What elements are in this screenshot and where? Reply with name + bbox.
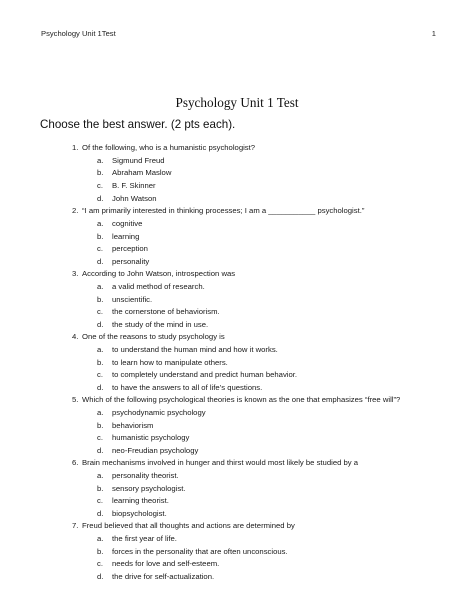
option-letter: d.: [97, 319, 104, 329]
option-text: behaviorism: [112, 420, 154, 430]
question-number: 1.: [72, 143, 79, 152]
option-letter: d.: [97, 508, 104, 518]
answer-option: [0, 495, 474, 508]
option-letter: b.: [97, 420, 104, 430]
question-line: [0, 394, 474, 407]
page-number: 1: [431, 29, 436, 38]
option-letter: a.: [97, 345, 104, 355]
question-item: [0, 331, 474, 394]
option-text: Sigmund Freud: [112, 155, 165, 165]
question-text: According to John Watson, introspection was: [82, 269, 236, 279]
option-text: the cornerstone of behaviorism.: [112, 307, 220, 317]
option-letter: c.: [97, 559, 103, 569]
option-text: the first year of life.: [112, 534, 177, 544]
running-header: [41, 29, 436, 38]
option-text: the drive for self-actualization.: [112, 572, 215, 581]
option-text: humanistic psychology: [112, 433, 190, 443]
question-item: [0, 205, 474, 268]
question-item: [0, 394, 474, 457]
instructions: Choose the best answer. (2 pts each).: [40, 118, 236, 131]
answer-option: [0, 344, 474, 357]
question-text: One of the reasons to study psychology is: [82, 332, 225, 342]
answer-option: [0, 470, 474, 483]
option-letter: c.: [97, 307, 103, 317]
question-line: [0, 520, 474, 533]
option-text: Abraham Maslow: [112, 168, 172, 178]
option-letter: c.: [97, 244, 103, 254]
option-letter: d.: [97, 256, 104, 266]
option-letter: d.: [97, 445, 104, 455]
answer-option: [0, 533, 474, 546]
answer-option: [0, 483, 474, 496]
question-item: [0, 142, 474, 205]
question-number: 3.: [72, 269, 79, 279]
question-number: 6.: [72, 458, 79, 468]
option-text: a valid method of research.: [112, 282, 205, 292]
option-letter: b.: [97, 168, 104, 178]
answer-option: [0, 167, 474, 180]
question-line: [0, 142, 474, 155]
answer-option: [0, 445, 474, 458]
option-letter: c.: [97, 496, 103, 506]
option-text: John Watson: [112, 193, 157, 203]
answer-option: [0, 357, 474, 370]
option-letter: c.: [97, 180, 103, 190]
answer-option: [0, 306, 474, 319]
option-text: psychodynamic psychology: [112, 408, 206, 418]
option-letter: a.: [97, 155, 104, 165]
answer-option: [0, 281, 474, 294]
question-item: [0, 457, 474, 520]
option-letter: b.: [97, 357, 104, 367]
question-item: [0, 268, 474, 331]
option-text: cognitive: [112, 218, 143, 228]
option-text: biopsychologist.: [112, 508, 167, 518]
question-line: [0, 205, 474, 218]
option-text: neo-Freudian psychology: [112, 445, 199, 455]
document-title: Psychology Unit 1 Test: [175, 95, 299, 110]
question-line: [0, 268, 474, 281]
option-text: needs for love and self-esteem.: [112, 559, 220, 569]
option-text: to completely understand and predict human behavior.: [112, 370, 298, 380]
answer-option: [0, 193, 474, 206]
question-number: 7.: [72, 521, 79, 531]
option-letter: b.: [97, 483, 104, 493]
option-text: to learn how to manipulate others.: [112, 357, 228, 367]
answer-option: [0, 218, 474, 231]
option-text: to have the answers to all of life’s questions.: [112, 382, 263, 392]
question-text: Freud believed that all thoughts and actions are determined by: [82, 521, 295, 531]
option-letter: b.: [97, 294, 104, 304]
option-letter: a.: [97, 471, 104, 481]
answer-option: [0, 546, 474, 559]
option-text: learning theorist.: [112, 496, 169, 506]
question-item: [0, 520, 474, 583]
answer-option: [0, 508, 474, 521]
option-text: unscientific.: [112, 294, 153, 304]
option-letter: a.: [97, 282, 104, 292]
option-letter: d.: [97, 572, 104, 581]
answer-option: [0, 180, 474, 193]
answer-option: [0, 231, 474, 244]
question-line: [0, 457, 474, 470]
answer-option: [0, 155, 474, 168]
option-letter: c.: [97, 433, 103, 443]
question-text: Brain mechanisms involved in hunger and thirst would most likely be studied by a: [82, 458, 359, 468]
option-letter: a.: [97, 408, 104, 418]
option-text: to understand the human mind and how it works.: [112, 345, 278, 355]
option-letter: b.: [97, 546, 104, 556]
option-text: the study of the mind in use.: [112, 319, 209, 329]
option-letter: a.: [97, 218, 104, 228]
question-line: [0, 331, 474, 344]
answer-option: [0, 243, 474, 256]
question-text: Of the following, who is a humanistic psychologist?: [82, 143, 256, 152]
answer-option: [0, 294, 474, 307]
question-list: [0, 142, 474, 584]
question-number: 5.: [72, 395, 79, 405]
answer-option: [0, 432, 474, 445]
option-text: perception: [112, 244, 148, 254]
question-number: 4.: [72, 332, 79, 342]
option-letter: b.: [97, 231, 104, 241]
option-text: forces in the personality that are often unconscious.: [112, 546, 288, 556]
answer-option: [0, 558, 474, 571]
question-text: Which of the following psychological theories is known as the one that emphasizes “free will”?: [82, 395, 401, 405]
option-letter: d.: [97, 193, 104, 203]
option-letter: c.: [97, 370, 103, 380]
option-text: B. F. Skinner: [112, 180, 156, 190]
answer-option: [0, 256, 474, 269]
option-text: personality theorist.: [112, 471, 179, 481]
header-title: Psychology Unit 1Test: [41, 29, 116, 38]
option-letter: d.: [97, 382, 104, 392]
answer-option: [0, 369, 474, 382]
answer-option: [0, 382, 474, 395]
option-text: sensory psychologist.: [112, 483, 186, 493]
question-text: “I am primarily interested in thinking processes; I am a ___________ psychologist.”: [82, 206, 365, 216]
answer-option: [0, 571, 474, 584]
answer-option: [0, 407, 474, 420]
option-text: personality: [112, 256, 150, 266]
answer-option: [0, 420, 474, 433]
option-letter: a.: [97, 534, 104, 544]
option-text: learning: [112, 231, 140, 241]
answer-option: [0, 319, 474, 332]
question-number: 2.: [72, 206, 79, 216]
